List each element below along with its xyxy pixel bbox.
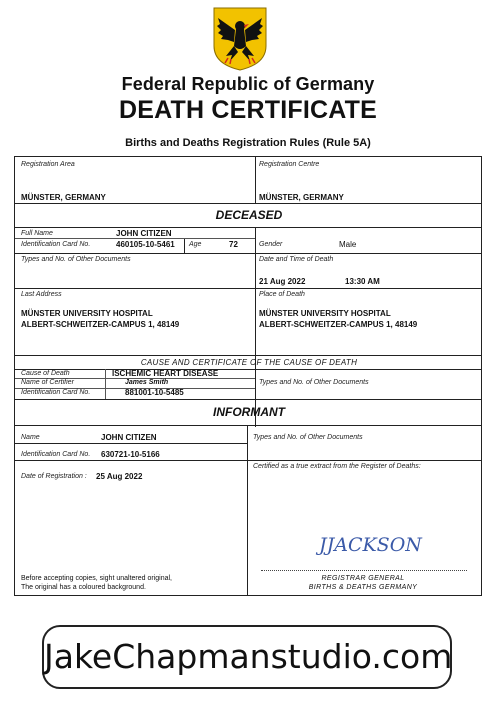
place-of-death-line2: ALBERT-SCHWEITZER-CAMPUS 1, 48149 xyxy=(259,320,418,329)
cause-label: Cause of Death xyxy=(21,370,70,377)
country-title: Federal Republic of Germany xyxy=(121,74,375,94)
place-of-death-line1: MÜNSTER UNIVERSITY HOSPITAL xyxy=(259,309,391,318)
informant-id-value: 630721-10-5166 xyxy=(101,450,160,459)
informant-name-value: JOHN CITIZEN xyxy=(101,433,157,442)
last-address-line1: MÜNSTER UNIVERSITY HOSPITAL xyxy=(21,309,153,318)
cause-heading: CAUSE AND CERTIFICATE OF THE CAUSE OF DEATH xyxy=(140,358,358,367)
certifier-value: James Smith xyxy=(125,379,169,386)
full-name-label: Full Name xyxy=(21,230,53,237)
certifier-id-label: Identification Card No. xyxy=(21,389,91,396)
gender-value: Male xyxy=(339,240,357,249)
deceased-id-value: 460105-10-5461 xyxy=(116,240,175,249)
last-address-label: Last Address xyxy=(21,291,62,298)
german-eagle-crest-icon xyxy=(212,6,268,72)
registrar-signature xyxy=(315,529,425,559)
age-label: Age xyxy=(189,241,202,248)
signature-text: JJACKSON xyxy=(319,534,422,556)
gender-label: Gender xyxy=(259,241,283,248)
informant-heading: INFORMANT xyxy=(213,405,285,419)
place-of-death-label: Place of Death xyxy=(259,291,305,298)
informant-id-label: Identification Card No. xyxy=(21,451,91,458)
watermark-banner: JakeChapmanstudio.com xyxy=(42,625,452,689)
registration-date-label: Date of Registration : xyxy=(21,473,87,480)
time-of-death-value: 13:30 AM xyxy=(345,277,380,286)
cause-value: ISCHEMIC HEART DISEASE xyxy=(112,369,219,378)
informant-other-docs-label: Types and No. of Other Documents xyxy=(253,434,363,441)
footer-note-line1: Before accepting copies, sight unaltered original, xyxy=(21,575,172,582)
registration-centre-value: MÜNSTER, GERMANY xyxy=(259,193,344,202)
registration-area-value: MÜNSTER, GERMANY xyxy=(21,193,106,202)
document-title: DEATH CERTIFICATE xyxy=(118,96,377,124)
certifier-label: Name of Certifier xyxy=(21,379,74,386)
last-address-line2: ALBERT-SCHWEITZER-CAMPUS 1, 48149 xyxy=(21,320,180,329)
cause-other-docs-label: Types and No. of Other Documents xyxy=(259,379,369,386)
deceased-heading: DECEASED xyxy=(215,208,283,222)
footer-note-line2: The original has a coloured background. xyxy=(21,584,146,591)
registrar-line1: REGISTRAR GENERAL xyxy=(321,575,405,582)
full-name-value: JOHN CITIZEN xyxy=(116,229,172,238)
registration-centre-label: Registration Centre xyxy=(259,161,320,168)
informant-name-label: Name xyxy=(21,434,40,441)
age-value: 72 xyxy=(229,240,238,249)
date-of-death-value: 21 Aug 2022 xyxy=(259,277,306,286)
deceased-id-label: Identification Card No. xyxy=(21,241,91,248)
date-time-label: Date and Time of Death xyxy=(259,256,334,263)
deceased-other-docs-label: Types and No. of Other Documents xyxy=(21,256,131,263)
registrar-line2: BIRTHS & DEATHS GERMANY xyxy=(308,584,418,591)
registration-area-label: Registration Area xyxy=(21,161,75,168)
certified-extract-text: Certified as a true extract from the Register of Deaths: xyxy=(253,463,421,470)
rules-subtitle: Births and Deaths Registration Rules (Rule 5A) xyxy=(125,137,371,149)
certificate-form xyxy=(14,156,482,596)
registration-date-value: 25 Aug 2022 xyxy=(96,472,143,481)
certifier-id-value: 881001-10-5485 xyxy=(125,388,184,397)
